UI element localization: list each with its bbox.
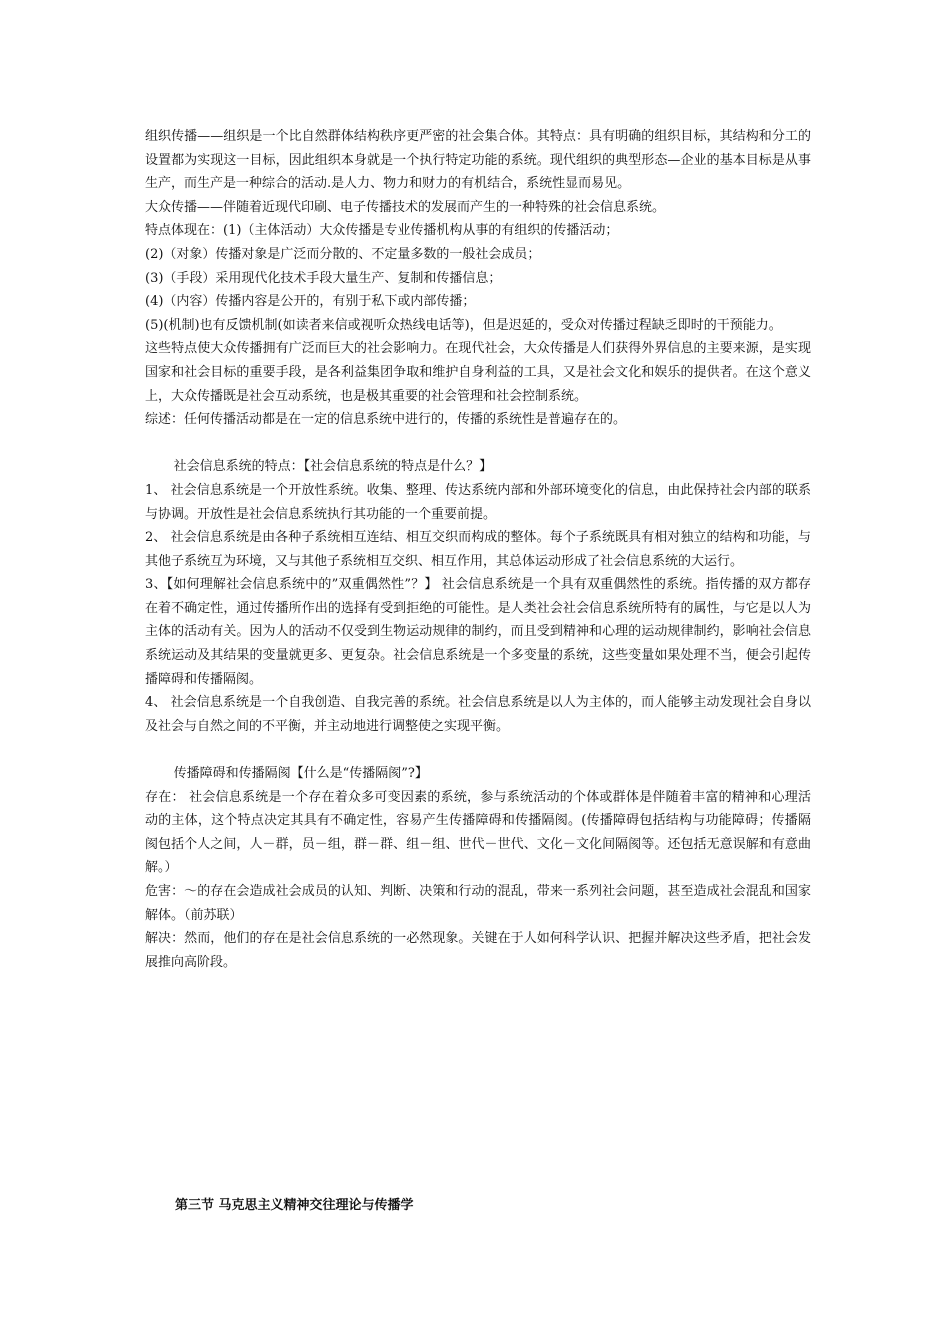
blank-line bbox=[145, 432, 811, 456]
feature-item-2: 2、 社会信息系统是由各种子系统相互连结、相互交织而构成的整体。每个子系统既具有相对独立的结构和功能，与其他子系统互为环境，又与其他子系统相互交织、相互作用，其总体运动形成了社会信息系统的大运行。 bbox=[145, 530, 811, 569]
paragraph-features-intro: 特点体现在：(1)（主体活动）大众传播是专业传播机构从事的有组织的传播活动； bbox=[145, 223, 619, 239]
section-title-features: 社会信息系统的特点：【社会信息系统的特点是什么？】 bbox=[173, 459, 493, 475]
paragraph-organizational-communication: 组织传播——组织是一个比自然群体结构秩序更严密的社会集合体。其特点：具有明确的组织目标，其结构和分工的设置都为实现这一目标，因此组织本身就是一个执行特定功能的系统。现代组织的典型形态—企业的基本目标是从事生产，而生产是一种综合的活动.是人力、物力和财力的有机结合，系统性显而易见。 bbox=[145, 129, 811, 192]
list-item-object: (2)（对象）传播对象是广泛而分散的、不定量多数的一般社会成员； bbox=[145, 246, 541, 262]
paragraph-existence: 存在： 社会信息系统是一个存在着众多可变因素的系统，参与系统活动的个体或群体是伴随着丰富的精神和心理活动的主体，这个特点决定其具有不确定性，容易产生传播障碍和传播隔阂。(传播障碍包括结构与功能障碍；传播隔阂包括个人之间，人－群，员－组，群－群、组－组、世代－世代、文化－文化间隔阂等。还包括无意误解和有意曲解。） bbox=[145, 789, 811, 876]
feature-item-3: 3、【如何理解社会信息系统中的”双重偶然性”？】 社会信息系统是一个具有双重偶然性的系统。指传播的双方都存在着不确定性，通过传播所作出的选择有受到拒绝的可能性。是人类社会社会信息系统所特有的属性，与它是以人为主体的活动有关。因为人的活动不仅受到生物运动规律的制约，而且受到精神和心理的运动规律制约，影响社会信息系统运动及其结果的变量就更多、更复杂。社会信息系统是一个多变量的系统，这些变量如果处理不当，便会引起传播障碍和传播隔阂。 bbox=[145, 577, 811, 687]
paragraph-influence: 这些特点使大众传播拥有广泛而巨大的社会影响力。在现代社会，大众传播是人们获得外界信息的主要来源，是实现国家和社会目标的重要手段，是各利益集团争取和维护自身利益的工具，又是社会文化和娱乐的提供者。在这个意义上，大众传播既是社会互动系统，也是极其重要的社会管理和社会控制系统。 bbox=[145, 341, 811, 404]
blank-line bbox=[145, 738, 811, 762]
list-item-content: (4)（内容）传播内容是公开的，有别于私下或内部传播； bbox=[145, 294, 476, 310]
paragraph-mass-communication: 大众传播——伴随着近现代印刷、电子传播技术的发展而产生的一种特殊的社会信息系统。 bbox=[145, 199, 666, 215]
document-body bbox=[145, 125, 811, 974]
section-heading: 第三节 马克思主义精神交往理论与传播学 bbox=[175, 1198, 414, 1213]
feature-item-4: 4、 社会信息系统是一个自我创造、自我完善的系统。社会信息系统是以人为主体的，而人能够主动发现社会自身以及社会与自然之间的不平衡，并主动地进行调整使之实现平衡。 bbox=[145, 695, 811, 734]
paragraph-solution: 解决：然而，他们的存在是社会信息系统的一必然现象。关键在于人如何科学认识、把握并解决这些矛盾，把社会发展推向高阶段。 bbox=[145, 931, 811, 970]
paragraph-harm: 危害：～的存在会造成社会成员的认知、判断、决策和行动的混乱，带来一系列社会问题，甚至造成社会混乱和国家解体。（前苏联） bbox=[145, 884, 811, 923]
section-title-barriers: 传播障碍和传播隔阂【什么是“传播隔阂”?】 bbox=[173, 766, 428, 782]
paragraph-summary: 综述：任何传播活动都是在一定的信息系统中进行的，传播的系统性是普遍存在的。 bbox=[145, 412, 627, 428]
feature-item-1: 1、 社会信息系统是一个开放性系统。收集、整理、传达系统内部和外部环境变化的信息，由此保持社会内部的联系与协调。开放性是社会信息系统执行其功能的一个重要前提。 bbox=[145, 482, 811, 522]
list-item-means: (3)（手段）采用现代化技术手段大量生产、复制和传播信息； bbox=[145, 270, 502, 286]
list-item-mechanism: (5)(机制)也有反馈机制(如读者来信或视听众热线电话等)，但是迟延的，受众对传播过程缺乏即时的干预能力。 bbox=[145, 317, 782, 333]
